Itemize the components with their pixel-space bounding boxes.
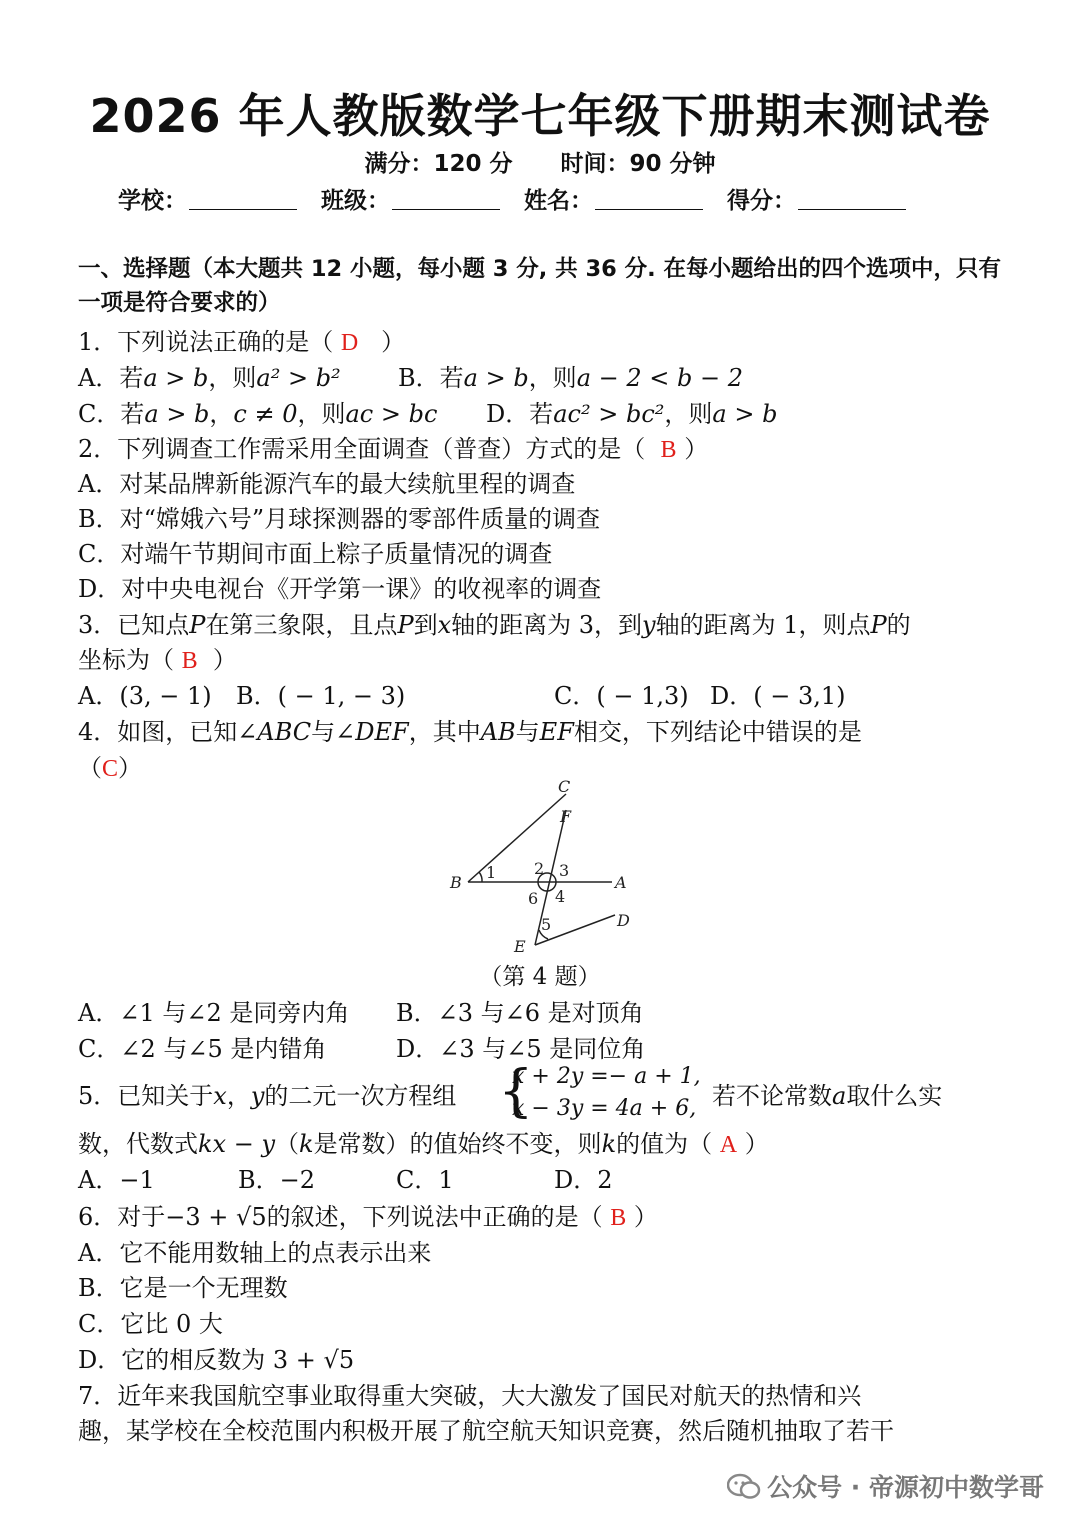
q1-text: 1．下列说法正确的是（	[78, 328, 334, 356]
q6-option-c: C．它比 0 大	[78, 1310, 223, 1338]
q4-option-b: B．∠3 与∠6 是对顶角	[396, 999, 644, 1027]
line-bc	[468, 794, 566, 882]
q5-option-d: D．2	[554, 1166, 613, 1194]
q3-option-d: D．( − 3,1)	[710, 682, 846, 710]
label-f: F	[560, 807, 572, 826]
q6-answer: B	[610, 1205, 627, 1231]
q4-option-a: A．∠1 与∠2 是同旁内角	[78, 999, 350, 1027]
school-label: 学校：	[118, 188, 187, 214]
q4-options-row2	[78, 1029, 646, 1064]
q1-option-b: B．若a > b，则a − 2 < b − 2	[398, 364, 743, 392]
equation-system	[512, 1061, 701, 1125]
score-label: 得分：	[727, 188, 797, 214]
angle-arc-1	[479, 872, 482, 882]
equation-1: x + 2y =− a + 1,	[512, 1064, 701, 1089]
exam-time: 时间：90 分钟	[560, 151, 716, 177]
q3-answer: B	[181, 648, 198, 674]
q2-option-b: B．对“嫦娥六号”月球探测器的零部件质量的调查	[78, 505, 601, 533]
question-7-line1: 7．近年来我国航空事业取得重大突破，大大激发了国民对航天的热情和兴	[78, 1382, 862, 1410]
question-4-stem-line2: （C）	[78, 754, 143, 782]
q2-option-c: C．对端午节期间市面上粽子质量情况的调查	[78, 540, 553, 568]
question-4-stem: 4．如图，已知∠ABC与∠DEF，其中AB与EF相交，下列结论中错误的是	[78, 718, 862, 746]
label-angle-2: 2	[534, 859, 545, 878]
q2-option-a: A．对某品牌新能源汽车的最大续航里程的调查	[78, 470, 576, 498]
q2-option-d: D．对中央电视台《开学第一课》的收视率的调查	[78, 575, 602, 603]
figure-caption: （第 4 题）	[479, 964, 601, 990]
q1-option-d: D．若ac² > bc²，则a > b	[486, 400, 778, 428]
label-e: E	[514, 937, 526, 956]
class-label: 班级：	[321, 188, 391, 214]
label-angle-4: 4	[555, 887, 566, 906]
label-angle-6: 6	[528, 889, 539, 908]
geometry-figure	[430, 770, 660, 960]
q4-options-row1	[78, 993, 644, 1028]
question-3-stem-line2: 坐标为（ B ）	[78, 646, 237, 674]
label-a: A	[615, 873, 627, 892]
watermark	[727, 1468, 1044, 1504]
label-b: B	[450, 873, 462, 892]
q3-option-c: C．( − 1,3)	[554, 682, 689, 710]
q6-option-d: D．它的相反数为 3 + √5	[78, 1346, 355, 1374]
exam-meta	[0, 145, 1080, 178]
label-angle-3: 3	[559, 861, 570, 880]
q3-options	[78, 676, 846, 711]
q1-option-a: A．若a > b，则a² > b²	[78, 364, 341, 392]
equation-brace: {	[498, 1059, 534, 1124]
q1-answer: D	[340, 330, 359, 356]
question-5-stem-cont: 若不论常数a取什么实	[712, 1082, 943, 1110]
name-blank[interactable]	[595, 187, 703, 210]
watermark-text: 公众号 · 帝源初中数学哥	[767, 1473, 1044, 1502]
wechat-icon	[727, 1473, 761, 1501]
page-title: 2026 年人教版数学七年级下册期末测试卷	[89, 89, 991, 143]
q3-option-a: A．(3, − 1)	[78, 682, 212, 710]
name-label: 姓名：	[524, 188, 594, 214]
question-6-stem: 6．对于−3 + √5的叙述，下列说法中正确的是（ B ）	[78, 1203, 658, 1231]
label-d: D	[617, 911, 630, 930]
q3-option-b: B．( − 1, − 3)	[236, 682, 406, 710]
q5-option-c: C．1	[396, 1166, 454, 1194]
q5-option-a: A．−1	[78, 1166, 155, 1194]
q6-expression: −3 + √5	[165, 1203, 267, 1231]
q5-answer: A	[719, 1132, 738, 1158]
label-angle-5: 5	[541, 915, 552, 934]
q4-option-c: C．∠2 与∠5 是内错角	[78, 1035, 327, 1063]
q1-option-c: C．若a > b，c ≠ 0，则ac > bc	[78, 400, 438, 428]
q5-option-b: B．−2	[238, 1166, 316, 1194]
question-1-stem	[78, 322, 405, 357]
q1-options-row1	[78, 358, 743, 393]
class-blank[interactable]	[392, 187, 500, 210]
q6-option-b: B．它是一个无理数	[78, 1274, 288, 1302]
q4-answer: C	[102, 756, 119, 782]
student-info	[118, 182, 922, 215]
q6-option-a: A．它不能用数轴上的点表示出来	[78, 1239, 432, 1267]
question-7-line2: 趣，某学校在全校范围内积极开展了航空航天知识竞赛，然后随机抽取了若干	[78, 1417, 894, 1445]
school-blank[interactable]	[189, 187, 297, 210]
q1-close: ）	[381, 328, 406, 356]
q4-option-d: D．∠3 与∠5 是同位角	[396, 1035, 646, 1063]
q1-options-row2	[78, 394, 778, 429]
label-angle-1: 1	[486, 863, 497, 882]
label-c: C	[558, 777, 571, 796]
full-score: 满分：120 分	[364, 151, 513, 177]
score-blank[interactable]	[798, 187, 906, 210]
equation-2: x − 3y = 4a + 6,	[512, 1096, 697, 1121]
section-heading: 一、选择题（本大题共 12 小题，每小题 3 分, 共 36 分. 在每小题给出的四个选项中，只有一项是符合要求的）	[78, 256, 1002, 316]
question-3-stem: 3．已知点P在第三象限，且点P到x轴的距离为 3，到y轴的距离为 1，则点P的	[78, 611, 911, 639]
q5-options	[78, 1160, 613, 1195]
question-5-stem-line2: 数，代数式kx − y（k是常数）的值始终不变，则k的值为（ A ）	[78, 1130, 769, 1158]
q2-answer: B	[660, 437, 677, 463]
question-5-stem: 5．已知关于x，y的二元一次方程组	[78, 1082, 457, 1110]
question-2-stem: 2．下列调查工作需采用全面调查（普查）方式的是（ B ）	[78, 435, 709, 463]
